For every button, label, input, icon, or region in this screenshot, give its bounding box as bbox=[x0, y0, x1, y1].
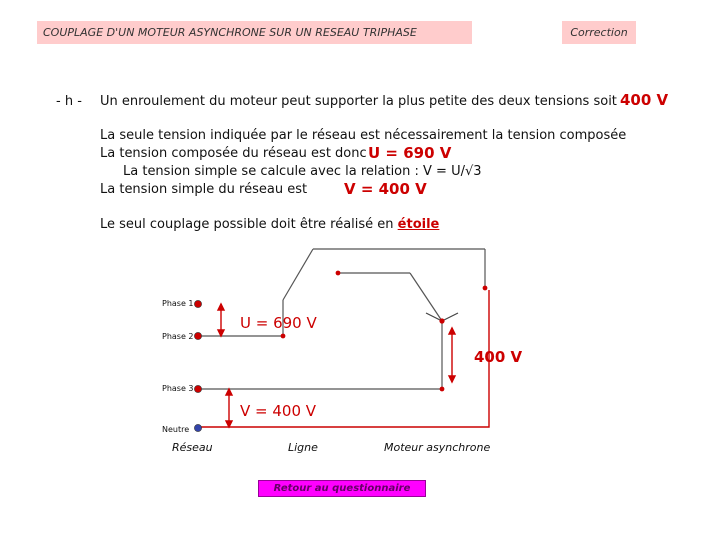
u-value-text: U = 690 V bbox=[368, 144, 452, 162]
question-answer-value: 400 V bbox=[620, 91, 669, 109]
motor-terminal-4 bbox=[440, 387, 445, 392]
diagram-v-value: V = 400 V bbox=[240, 402, 317, 420]
diagram-winding-value: 400 V bbox=[474, 348, 523, 366]
star-point bbox=[439, 318, 444, 323]
phase2-label: Phase 2 bbox=[162, 332, 194, 341]
phase3-terminal bbox=[194, 385, 201, 392]
phase2-terminal bbox=[194, 332, 201, 339]
ligne-label: Ligne bbox=[288, 441, 318, 454]
explanation-line-1: La seule tension indiquée par le réseau est nécessairement la tension composée bbox=[100, 128, 627, 143]
moteur-label: Moteur asynchrone bbox=[384, 441, 491, 454]
explanation-line-5-prefix: Le seul couplage possible doit être réalisé en bbox=[100, 217, 394, 232]
motor-terminal-3 bbox=[483, 286, 488, 291]
reseau-label: Réseau bbox=[172, 441, 213, 454]
explanation-line-2: La tension composée du réseau est donc bbox=[100, 146, 367, 161]
v-value-text: V = 400 V bbox=[344, 180, 427, 198]
question-statement: Un enroulement du moteur peut supporter la plus petite des deux tensions soit bbox=[100, 94, 617, 109]
correction-label: Correction bbox=[562, 21, 636, 44]
phase3-label: Phase 3 bbox=[162, 384, 194, 393]
diagram-u-value: U = 690 V bbox=[240, 314, 317, 332]
phase1-terminal bbox=[194, 300, 201, 307]
neutre-label: Neutre bbox=[162, 425, 190, 434]
motor-terminal-2 bbox=[336, 271, 341, 276]
motor-terminal-1 bbox=[281, 334, 286, 339]
question-marker: - h - bbox=[56, 94, 82, 109]
explanation-line-4: La tension simple du réseau est bbox=[100, 182, 308, 197]
explanation-line-3: La tension simple se calcule avec la relation : V = U/√3 bbox=[123, 164, 482, 179]
back-to-questionnaire-button[interactable]: Retour au questionnaire bbox=[258, 480, 426, 497]
phase1-label: Phase 1 bbox=[162, 299, 194, 308]
etoile-answer: étoile bbox=[397, 217, 440, 232]
neutral-terminal bbox=[194, 424, 201, 431]
page-title: COUPLAGE D'UN MOTEUR ASYNCHRONE SUR UN RESEAU TRIPHASE bbox=[37, 21, 472, 44]
